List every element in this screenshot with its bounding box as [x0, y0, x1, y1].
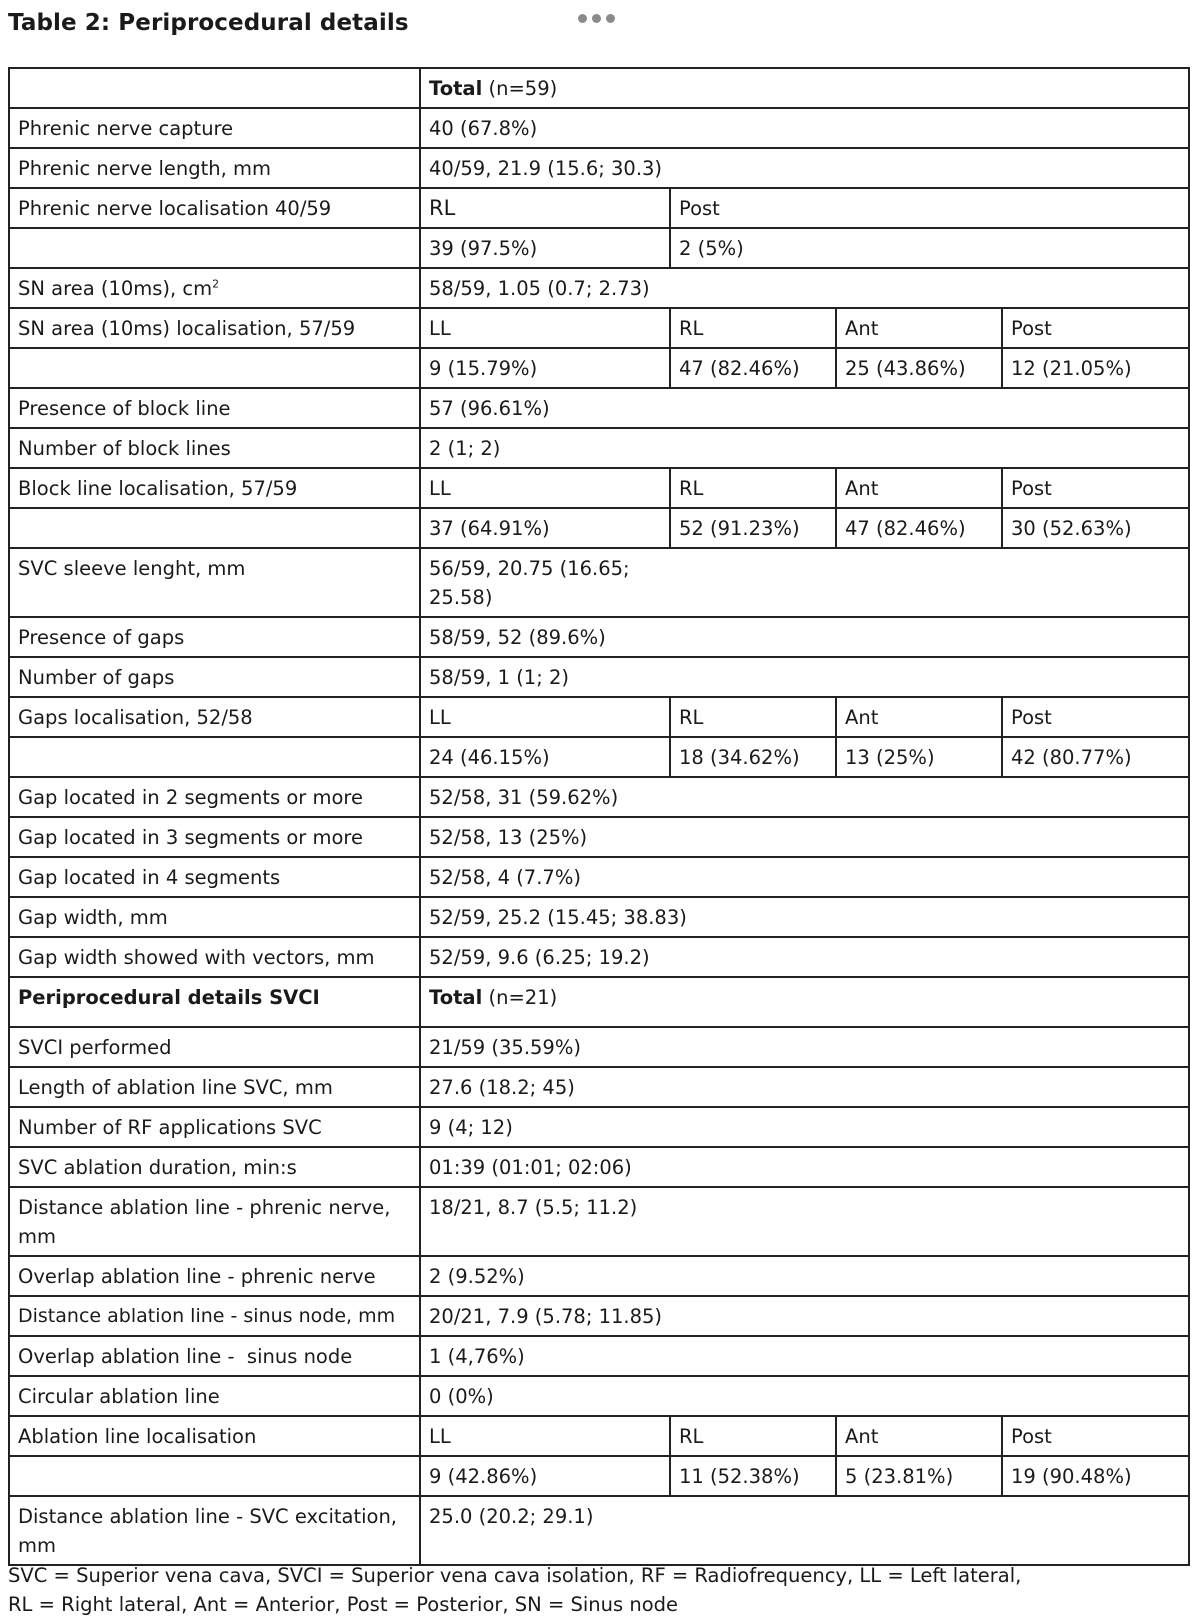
table-row	[9, 1456, 1189, 1496]
table-row	[9, 1067, 1189, 1107]
row-value: 40/59, 21.9 (15.6; 30.3)	[420, 148, 1189, 188]
table-row	[9, 148, 1189, 188]
row-value: 52/58, 4 (7.7%)	[420, 857, 1189, 897]
loc-header-cell: LL	[420, 468, 670, 508]
loc-header-cell: RL	[670, 1416, 836, 1456]
loc-header-cell: Ant	[836, 308, 1002, 348]
row-label: Gap width, mm	[9, 897, 420, 937]
table-row	[9, 777, 1189, 817]
dot	[578, 14, 587, 23]
empty-cell	[9, 508, 420, 548]
empty-cell	[9, 1456, 420, 1496]
loc-header-cell: LL	[420, 1416, 670, 1456]
table-row	[9, 1376, 1189, 1416]
row-label: Gap located in 2 segments or more	[9, 777, 420, 817]
superscript: 2	[212, 277, 220, 291]
row-value: 18/21, 8.7 (5.5; 11.2)	[420, 1187, 1189, 1256]
loc-header-cell: Post	[1002, 1416, 1189, 1456]
row-label: Overlap ablation line - sinus node	[9, 1336, 420, 1376]
loc-value-cell: 18 (34.62%)	[670, 737, 836, 777]
loc-value-cell: 12 (21.05%)	[1002, 348, 1189, 388]
row-label: Circular ablation line	[9, 1376, 420, 1416]
total-label: Total	[429, 77, 483, 100]
table-footnote	[8, 1561, 1188, 1619]
row-value: 52/58, 31 (59.62%)	[420, 777, 1189, 817]
table-row	[9, 548, 1189, 617]
table-row	[9, 1027, 1189, 1067]
table-row	[9, 1296, 1189, 1336]
loc-header-cell: Ant	[836, 697, 1002, 737]
table-row	[9, 1336, 1189, 1376]
row-label	[9, 268, 420, 308]
table-row	[9, 817, 1189, 857]
row-label: Gap located in 4 segments	[9, 857, 420, 897]
empty-cell	[9, 737, 420, 777]
section-total-cell	[420, 977, 1189, 1027]
row-label: Phrenic nerve localisation 40/59	[9, 188, 420, 228]
loc-value-cell: 37 (64.91%)	[420, 508, 670, 548]
row-label: SVC sleeve lenght, mm	[9, 548, 420, 617]
loc-value-cell: 52 (91.23%)	[670, 508, 836, 548]
label-line: mm	[18, 1225, 56, 1248]
loc-value-cell: 42 (80.77%)	[1002, 737, 1189, 777]
table-row	[9, 348, 1189, 388]
row-label: Ablation line localisation	[9, 1416, 420, 1456]
empty-cell	[9, 228, 420, 268]
table-row	[9, 617, 1189, 657]
row-label: Gap width showed with vectors, mm	[9, 937, 420, 977]
header-bar	[0, 0, 1204, 56]
table-row	[9, 188, 1189, 228]
row-value: 2 (9.52%)	[420, 1256, 1189, 1296]
row-label: Phrenic nerve capture	[9, 108, 420, 148]
label-line: Distance ablation line - SVC excitation,	[18, 1505, 398, 1528]
loc-value-cell: 2 (5%)	[670, 228, 1189, 268]
table-row	[9, 737, 1189, 777]
loc-value-cell: 19 (90.48%)	[1002, 1456, 1189, 1496]
dot	[606, 14, 615, 23]
row-value: 0 (0%)	[420, 1376, 1189, 1416]
table-header-row	[9, 68, 1189, 108]
row-label: Presence of gaps	[9, 617, 420, 657]
loc-header-cell: Ant	[836, 1416, 1002, 1456]
loc-header-cell: Post	[670, 188, 1189, 228]
row-label: SN area (10ms) localisation, 57/59	[9, 308, 420, 348]
row-label: Block line localisation, 57/59	[9, 468, 420, 508]
loc-value-cell: 5 (23.81%)	[836, 1456, 1002, 1496]
table-row	[9, 1496, 1189, 1565]
loc-header-cell: RL	[420, 188, 670, 228]
table-row	[9, 268, 1189, 308]
loc-value-cell: 11 (52.38%)	[670, 1456, 836, 1496]
row-label	[9, 1187, 420, 1256]
svci-section-header-row	[9, 977, 1189, 1027]
empty-cell	[9, 348, 420, 388]
loc-value-cell: 13 (25%)	[836, 737, 1002, 777]
table-row	[9, 468, 1189, 508]
loc-header-cell: LL	[420, 308, 670, 348]
loc-header-cell: Post	[1002, 308, 1189, 348]
row-value: 57 (96.61%)	[420, 388, 1189, 428]
table-row	[9, 1256, 1189, 1296]
row-value: 58/59, 1.05 (0.7; 2.73)	[420, 268, 1189, 308]
row-label: Phrenic nerve length, mm	[9, 148, 420, 188]
more-horizontal-icon[interactable]	[578, 14, 615, 23]
row-value: 2 (1; 2)	[420, 428, 1189, 468]
total-n: (n=59)	[482, 77, 558, 100]
row-label: Number of RF applications SVC	[9, 1107, 420, 1147]
loc-header-cell: RL	[670, 308, 836, 348]
loc-value-cell: 24 (46.15%)	[420, 737, 670, 777]
loc-header-cell: Post	[1002, 468, 1189, 508]
row-value: 21/59 (35.59%)	[420, 1027, 1189, 1067]
row-value: 58/59, 52 (89.6%)	[420, 617, 1189, 657]
section-label: Periprocedural details SVCI	[9, 977, 420, 1027]
table-row	[9, 1107, 1189, 1147]
loc-header-cell: RL	[670, 697, 836, 737]
row-value: 52/59, 25.2 (15.45; 38.83)	[420, 897, 1189, 937]
loc-header-cell: Ant	[836, 468, 1002, 508]
row-value: 52/58, 13 (25%)	[420, 817, 1189, 857]
table-row	[9, 228, 1189, 268]
row-label: Overlap ablation line - phrenic nerve	[9, 1256, 420, 1296]
row-value: 1 (4,76%)	[420, 1336, 1189, 1376]
footnote-line: RL = Right lateral, Ant = Anterior, Post = Posterior, SN = Sinus node	[8, 1593, 679, 1616]
loc-header-cell: Post	[1002, 697, 1189, 737]
table-row	[9, 1187, 1189, 1256]
table-row	[9, 937, 1189, 977]
row-value	[420, 548, 1189, 617]
row-label: Length of ablation line SVC, mm	[9, 1067, 420, 1107]
row-label: Number of gaps	[9, 657, 420, 697]
footnote-line: SVC = Superior vena cava, SVCI = Superior vena cava isolation, RF = Radiofrequency, LL = Left lateral,	[8, 1564, 1022, 1587]
total-n: (n=21)	[482, 986, 558, 1009]
table-row	[9, 428, 1189, 468]
loc-header-cell: RL	[670, 468, 836, 508]
sn-area-label: SN area (10ms), cm	[18, 277, 213, 300]
row-label: Gap located in 3 segments or more	[9, 817, 420, 857]
row-value: 40 (67.8%)	[420, 108, 1189, 148]
loc-value-cell: 30 (52.63%)	[1002, 508, 1189, 548]
table-row	[9, 897, 1189, 937]
table-row	[9, 1416, 1189, 1456]
table-row	[9, 508, 1189, 548]
page-title: Table 2: Periprocedural details	[8, 10, 409, 36]
row-value: 52/59, 9.6 (6.25; 19.2)	[420, 937, 1189, 977]
row-value: 9 (4; 12)	[420, 1107, 1189, 1147]
row-value: 58/59, 1 (1; 2)	[420, 657, 1189, 697]
label-line: Distance ablation line - phrenic nerve,	[18, 1196, 391, 1219]
row-value: 20/21, 7.9 (5.78; 11.85)	[420, 1296, 1189, 1336]
header-total-cell	[420, 68, 1189, 108]
row-value: 01:39 (01:01; 02:06)	[420, 1147, 1189, 1187]
loc-value-cell: 47 (82.46%)	[670, 348, 836, 388]
header-empty-cell	[9, 68, 420, 108]
loc-value-cell: 9 (15.79%)	[420, 348, 670, 388]
row-label: Number of block lines	[9, 428, 420, 468]
loc-header-cell: LL	[420, 697, 670, 737]
table-row	[9, 308, 1189, 348]
label-line: mm	[18, 1534, 56, 1557]
table-row	[9, 697, 1189, 737]
row-label: SVC ablation duration, min:s	[9, 1147, 420, 1187]
dot	[592, 14, 601, 23]
periprocedural-table	[8, 67, 1190, 1566]
row-label	[9, 1496, 420, 1565]
loc-value-cell: 25 (43.86%)	[836, 348, 1002, 388]
value-line: 56/59, 20.75 (16.65;	[429, 557, 630, 580]
loc-value-cell: 47 (82.46%)	[836, 508, 1002, 548]
row-label: Distance ablation line - sinus node, mm	[9, 1296, 420, 1336]
table-row	[9, 1147, 1189, 1187]
row-label: Presence of block line	[9, 388, 420, 428]
table-row	[9, 857, 1189, 897]
table-row	[9, 657, 1189, 697]
row-value: 25.0 (20.2; 29.1)	[420, 1496, 1189, 1565]
value-line: 25.58)	[429, 586, 493, 609]
row-value: 27.6 (18.2; 45)	[420, 1067, 1189, 1107]
row-label: Gaps localisation, 52/58	[9, 697, 420, 737]
total-label: Total	[429, 986, 483, 1009]
table-row	[9, 388, 1189, 428]
loc-value-cell: 39 (97.5%)	[420, 228, 670, 268]
row-label: SVCI performed	[9, 1027, 420, 1067]
loc-value-cell: 9 (42.86%)	[420, 1456, 670, 1496]
table-row	[9, 108, 1189, 148]
